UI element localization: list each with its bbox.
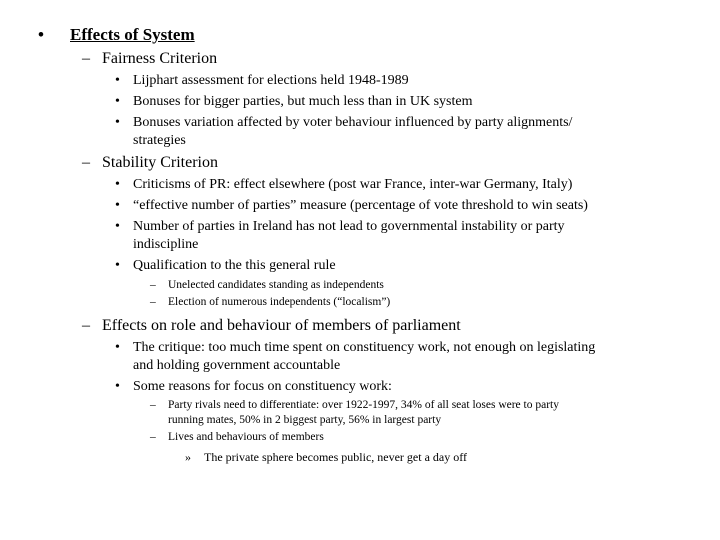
sub-dash: – (150, 296, 156, 308)
bullet: • (115, 258, 120, 273)
bullet: • (115, 94, 120, 109)
stability-sub-item-2: Election of numerous independents (“localism”) (168, 296, 391, 308)
heading-bullet: • (38, 25, 44, 44)
effects-sub-item-1: Party rivals need to differentiate: over 1922-1997, 34% of all seat loses were to party (168, 399, 559, 411)
fairness-title: Fairness Criterion (102, 50, 218, 67)
stability-title: Stability Criterion (102, 154, 218, 171)
sub-sub-bullet: » (185, 450, 191, 464)
effects-item-1-cont: and holding government accountable (133, 358, 341, 373)
section-dash: – (82, 317, 90, 334)
fairness-item-1: Lijphart assessment for elections held 1948-1989 (133, 73, 409, 88)
bullet: • (115, 73, 120, 88)
section-dash: – (82, 50, 90, 67)
effects-sub-sub-item-1: The private sphere becomes public, never get a day off (204, 450, 468, 464)
effects-item-1: The critique: too much time spent on constituency work, not enough on legislating (133, 340, 596, 355)
fairness-item-3: Bonuses variation affected by voter behaviour influenced by party alignments/ (133, 115, 573, 130)
bullet: • (115, 177, 120, 192)
section-dash: – (82, 154, 90, 171)
fairness-item-3-cont: strategies (133, 133, 186, 148)
stability-item-3-cont: indiscipline (133, 237, 199, 252)
stability-sub-item-1: Unelected candidates standing as independents (168, 279, 384, 291)
stability-item-4: Qualification to the this general rule (133, 258, 336, 273)
effects-sub-item-1-cont: running mates, 50% in 2 biggest party, 56% in largest party (168, 414, 442, 426)
sub-dash: – (150, 279, 156, 291)
stability-item-3: Number of parties in Ireland has not lead to governmental instability or party (133, 219, 565, 234)
bullet: • (115, 115, 120, 130)
bullet: • (115, 379, 120, 394)
fairness-item-2: Bonuses for bigger parties, but much less than in UK system (133, 94, 473, 109)
sub-dash: – (150, 431, 156, 443)
stability-item-2: “effective number of parties” measure (percentage of vote threshold to win seats) (133, 198, 588, 213)
effects-item-2: Some reasons for focus on constituency work: (133, 379, 392, 394)
bullet: • (115, 340, 120, 355)
effects-sub-item-2: Lives and behaviours of members (168, 431, 324, 443)
effects-title: Effects on role and behaviour of members of parliament (102, 317, 461, 334)
bullet: • (115, 219, 120, 234)
stability-item-1: Criticisms of PR: effect elsewhere (post war France, inter-war Germany, Italy) (133, 177, 573, 192)
sub-dash: – (150, 399, 156, 411)
slide-heading: Effects of System (70, 25, 195, 44)
bullet: • (115, 198, 120, 213)
